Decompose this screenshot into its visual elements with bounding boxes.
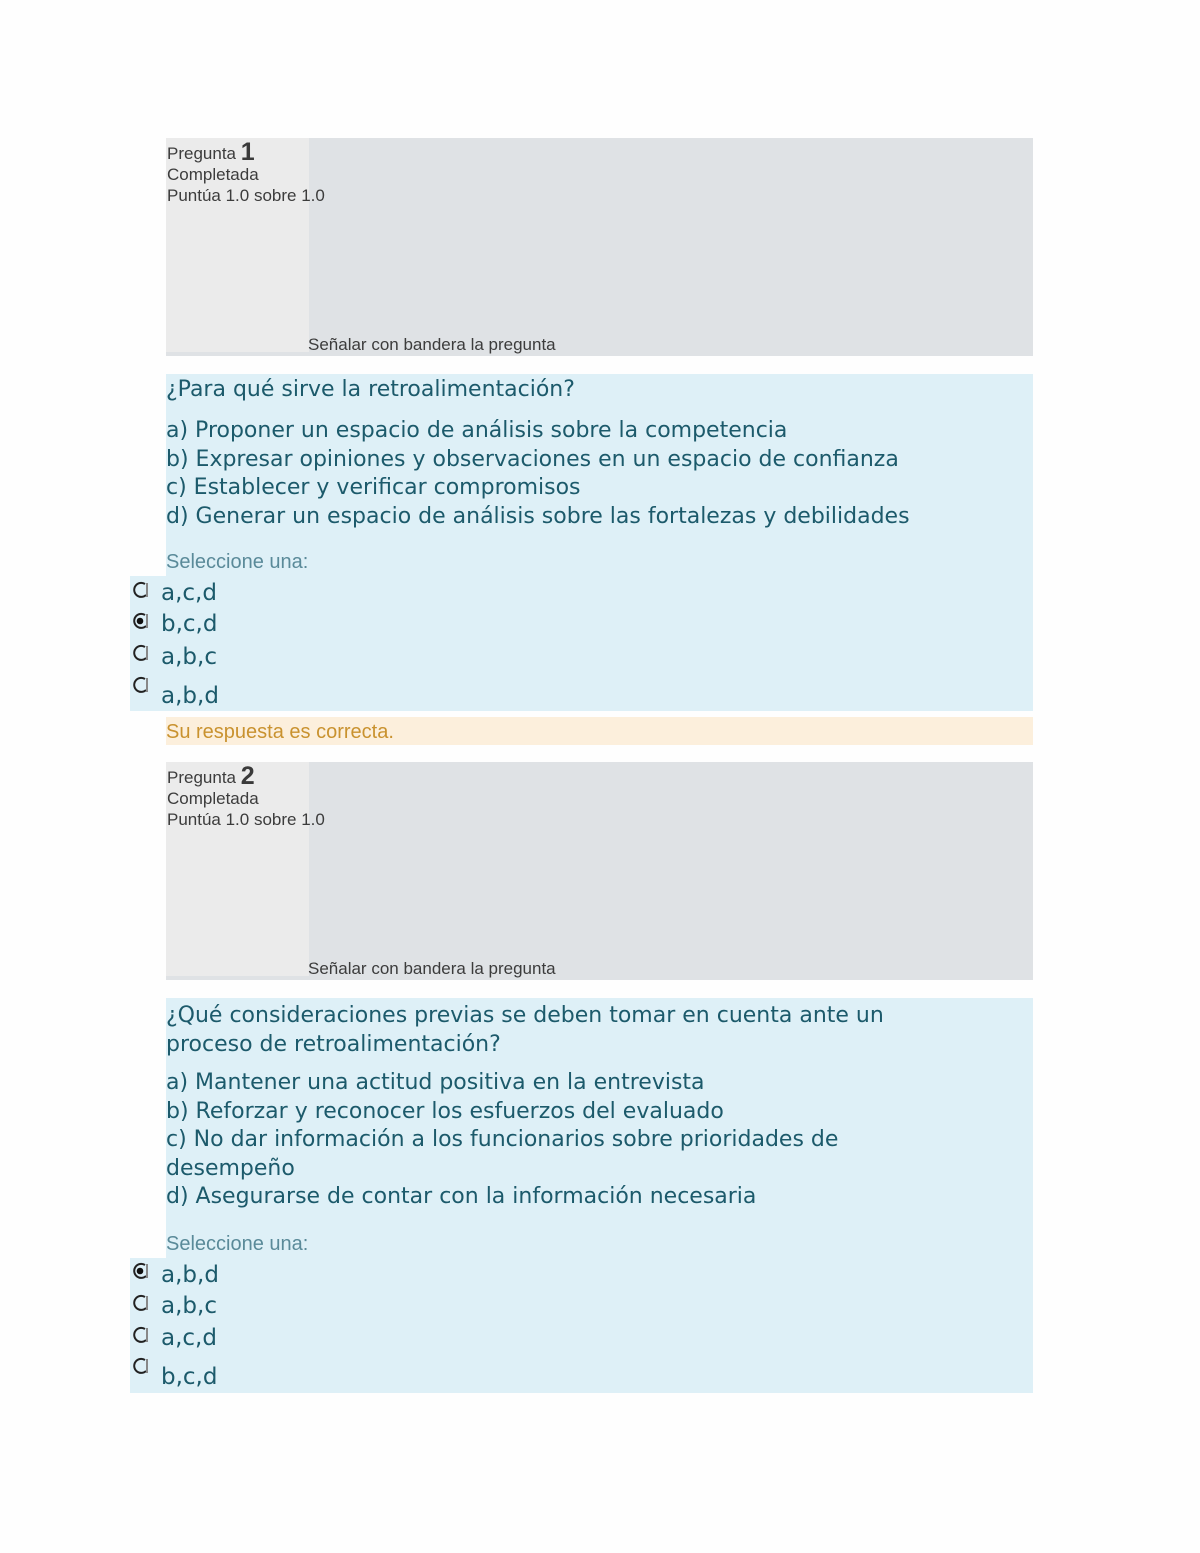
answer-label[interactable]: a,b,c [161, 1293, 217, 1319]
select-prompt: Seleccione una: [166, 551, 309, 573]
answer-radio[interactable] [132, 676, 150, 694]
option-text: b) Reforzar y reconocer los esfuerzos del evaluado [166, 1098, 724, 1124]
option-text: d) Generar un espacio de análisis sobre las fortalezas y debilidades [166, 503, 910, 529]
option-text: d) Asegurarse de contar con la información necesaria [166, 1184, 757, 1209]
question-1-info [166, 138, 1033, 356]
option-text: b) Expresar opiniones y observaciones en un espacio de confianza [166, 446, 899, 472]
answer-label[interactable]: b,c,d [161, 1364, 218, 1390]
question-grade: Puntúa 1.0 sobre 1.0 [167, 186, 325, 205]
answer-label[interactable]: a,b,d [161, 1262, 219, 1288]
answer-label[interactable]: a,b,d [161, 683, 219, 709]
answer-radio[interactable] [132, 581, 150, 599]
answer-label[interactable]: b,c,d [161, 611, 218, 637]
answer-radio-selected[interactable] [132, 612, 150, 630]
feedback-correct: Su respuesta es correcta. [166, 717, 1033, 745]
answer-radio-selected[interactable] [132, 1262, 150, 1280]
question-state: Completada [167, 165, 259, 184]
answer-label[interactable]: a,b,c [161, 644, 217, 670]
option-text: desempeño [166, 1155, 295, 1181]
option-text: c) No dar información a los funcionarios sobre prioridades de [166, 1127, 839, 1152]
question-options [166, 1069, 838, 1212]
answer-radio[interactable] [132, 1294, 150, 1312]
answer-radio[interactable] [132, 1326, 150, 1344]
answer-radio[interactable] [132, 1357, 150, 1375]
question-grade: Puntúa 1.0 sobre 1.0 [167, 810, 325, 829]
question-number: Pregunta 2 [167, 762, 255, 790]
flag-question-link[interactable]: Señalar con bandera la pregunta [308, 335, 556, 354]
question-state: Completada [167, 789, 259, 808]
question-options [166, 417, 910, 531]
answer-radio[interactable] [132, 644, 150, 662]
answer-label[interactable]: a,c,d [161, 1325, 217, 1351]
question-2-info [166, 762, 1033, 980]
answer-label[interactable]: a,c,d [161, 580, 217, 606]
question-number: Pregunta 1 [167, 138, 255, 166]
option-text: a) Proponer un espacio de análisis sobre la competencia [166, 418, 788, 443]
select-prompt: Seleccione una: [166, 1233, 309, 1255]
option-text: c) Establecer y verificar compromisos [166, 475, 581, 500]
flag-question-link[interactable]: Señalar con bandera la pregunta [308, 959, 556, 978]
option-text: a) Mantener una actitud positiva en la entrevista [166, 1070, 705, 1095]
question-text: ¿Para qué sirve la retroalimentación? [166, 377, 575, 402]
question-text: ¿Qué consideraciones previas se deben tomar en cuenta ante un proceso de retroalimentación? [166, 1003, 884, 1057]
